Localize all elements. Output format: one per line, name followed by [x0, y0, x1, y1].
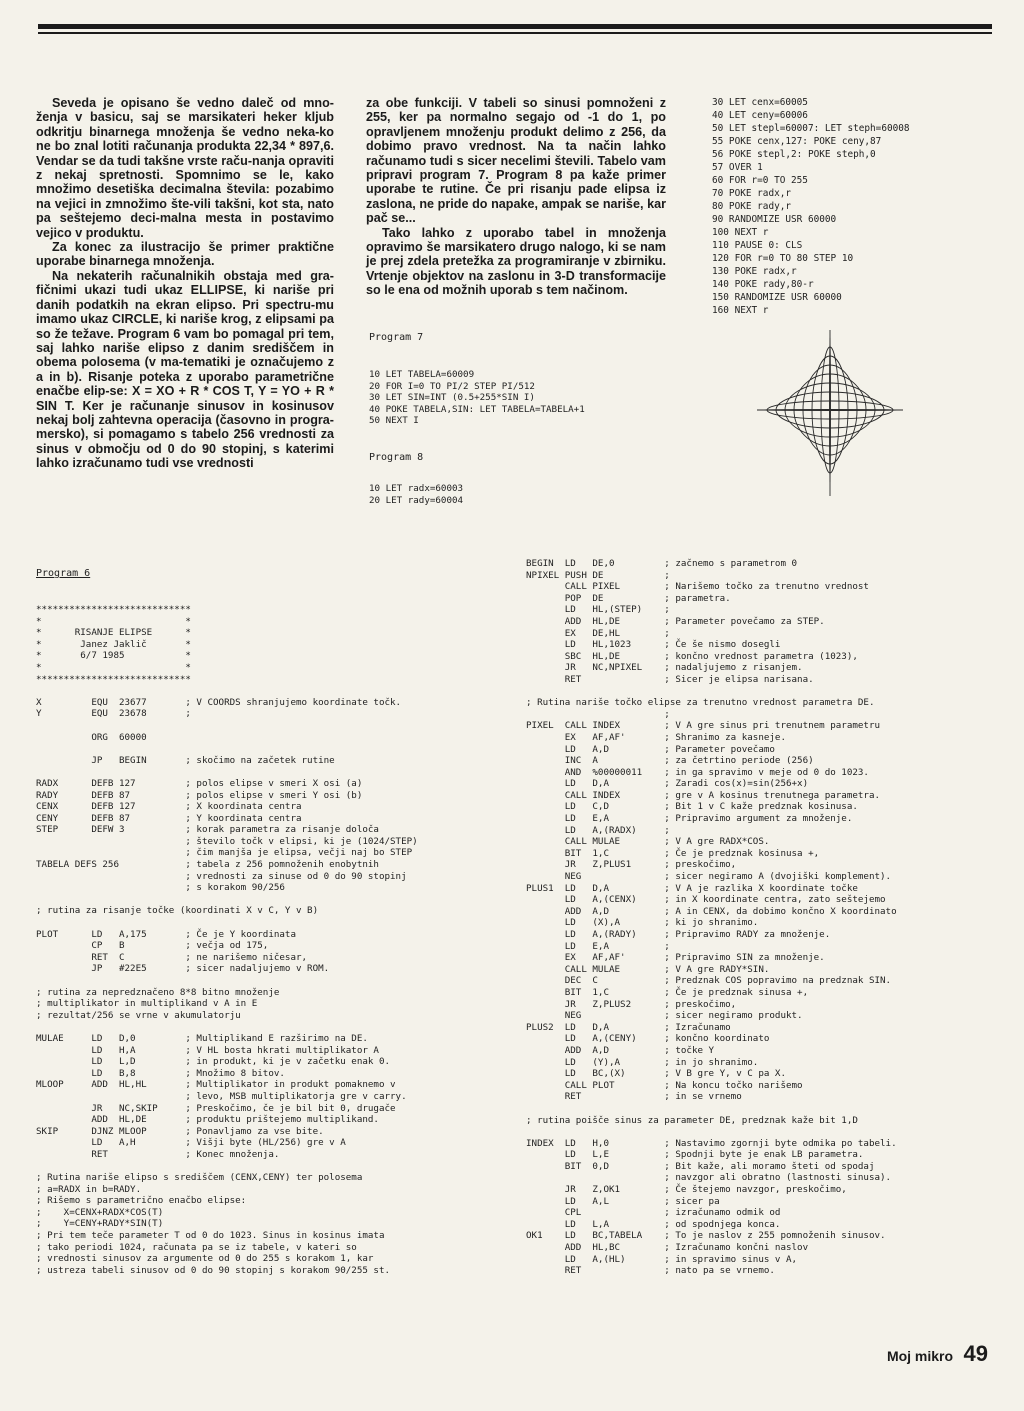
assembly-listing-right: BEGIN LD DE,0 ; začnemo s parametrom 0 NPIXEL PUSH DE ; CALL PIXEL ; Narišemo točko za trenutno vrednost POP DE ; parametra. LD HL,(STEP) ; ADD HL,DE ; Parameter povečamo za STEP. EX DE,HL ; LD HL,1023 ; Če še nismo dosegli SBC HL,DE ; končno vrednost parametra (1023), JR NC,NPIXEL ; nadaljujemo z risanjem. RET ; Sicer je elipsa narisana. ; Rutina nariše točko elipse za trenutno vrednost parametra DE. ; PIXEL CALL INDEX ; V A gre sinus pri trenutnem parametru EX AF,AF' ; Shranimo za kasneje. LD A,D ; Parameter povečamo INC A ; za četrtino periode (256) AND %00000011 ; in ga spravimo v meje od 0 do 1023. LD D,A ; Zaradi cos(x)=sin(256+x) CALL INDEX ; gre v A kosinus trenutnega parametra. LD C,D ; Bit 1 v C kaže predznak kosinusa. LD E,A ; Pripravimo argument za množenje. LD A,(RADX) ; CALL MULAE ; V A gre RADX*COS. BIT 1,C ; Če je predznak kosinusa +, JR Z,PLUS1 ; preskočimo, NEG ; sicer negiramo A (dvojiški komplement). PLUS1 LD D,A ; V A je razlika X koordinate točke LD A,(CENX) ; in X koordinate centra, zato seštejemo ADD A,D ; A in CENX, da dobimo končno X koordinato LD (X),A ; ki jo shranimo. LD A,(RADY) ; Pripravimo RADY za množenje. LD E,A ; EX AF,AF' ; Pripravimo SIN za množenje. CALL MULAE ; V A gre RADY*SIN. DEC C ; Predznak COS popravimo na predznak SIN. BIT 1,C ; Če je predznak sinusa +, JR Z,PLUS2 ; preskočimo, NEG ; sicer negiramo produkt. PLUS2 LD D,A ; Izračunamo LD A,(CENY) ; končno koordinato ADD A,D ; točke Y LD (Y),A ; in jo shranimo. LD BC,(X) ; V B gre Y, v C pa X. CALL PLOT ; Na koncu točko narišemo RET ; in se vrnemo ; rutina poišče sinus za parameter DE, predznak kaže bit 1,D INDEX LD H,0 ; Nastavimo zgornji byte odmika po tabeli. LD L,E ; Spodnji byte je enak LB parametra. BIT 0,D ; Bit kaže, ali moramo šteti od spodaj ; navzgor ali obratno (lastnosti sinusa). JR Z,OK1 ; Če štejemo navzgor, preskočimo, LD A,L ; sicer pa CPL ; izračunamo odmik od LD L,A ; od spodnjega konca. OK1 LD BC,TABELA ; To je naslov z 255 pomnoženih sinusov. ADD HL,BC ; Izračunamo končni naslov LD A,(HL) ; in spravimo sinus v A, RET ; nato pa se vrnemo. — [526, 558, 897, 1277]
program-6-listing: **************************** * * * RISANJE ELIPSE * * Janez Jaklič * * 6/7 1985 * * * **************************** X EQU 23677 ; V COORDS shranjujemo koordinate točk. Y EQU 23678 ; ORG 60000 JP BEGIN ; skočimo na začetek rutine RADX DEFB 127 ; polos elipse v smeri X osi (a) RADY DEFB 87 ; polos elipse v smeri Y osi (b) CENX DEFB 127 ; X koordinata centra CENY DEFB 87 ; Y koordinata centra STEP DEFW 3 ; korak parametra za risanje določa ; število točk v elipsi, ki je (1024/STEP) ; čim manjša je elipsa, večji naj bo STEP TABELA DEFS 256 ; tabela z 256 pomnoženih enobytnih ; vrednosti za sinuse od 0 do 90 stopinj ; s korakom 90/256 ; rutina za risanje točke (koordinati X v C, Y v B) PLOT LD A,175 ; Če je Y koordinata CP B ; večja od 175, RET C ; ne narišemo ničesar, JP #22E5 ; sicer nadaljujemo v ROM. ; rutina za nepredznačeno 8*8 bitno množenje ; multiplikator in multiplikand v A in E ; rezultat/256 se vrne v akumulatorju MULAE LD D,0 ; Multiplikand E razširimo na DE. LD H,A ; V HL bosta hkrati multiplikator A LD L,D ; in produkt, ki je v začetku enak 0. LD B,8 ; Množimo 8 bitov. MLOOP ADD HL,HL ; Multiplikator in produkt pomaknemo v ; levo, MSB multiplikatorja gre v carry. JR NC,SKIP ; Preskočimo, če je bil bit 0, drugače ADD HL,DE ; produktu prištejemo multiplikand. SKIP DJNZ MLOOP ; Ponavljamo za vse bite. LD A,H ; Višji byte (HL/256) gre v A RET ; Konec množenja. ; Rutina nariše elipso s središčem (CENX,CENY) ter polosema ; a=RADX in b=RADY. ; Rišemo s parametrično enačbo elipse: ; X=CENX+RADX*COS(T) ; Y=CENY+RADY*SIN(T) ; Pri tem teče parameter T od 0 do 1023. Sinus in kosinus imata ; tako periodi 1024, računata pa se iz tabele, v kateri so ; vrednosti sinusov za argumente od 0 do 255 s korakom 1, kar ; ustreza tabeli sinusov od 0 do 90 stopinj s korakom 90/255 st. — [36, 604, 418, 1276]
ellipse-drawing-illustration — [755, 328, 905, 498]
program-7-label: Program 7 — [369, 332, 424, 343]
column-1-text — [36, 96, 334, 471]
program-6-label: Program 6 — [36, 568, 91, 579]
page-number: 49 — [963, 1341, 988, 1366]
page-footer — [887, 1341, 988, 1367]
program-8-label: Program 8 — [369, 452, 424, 463]
program-7-listing: 10 LET TABELA=60009 20 FOR I=0 TO PI/2 STEP PI/512 30 LET SIN=INT (0.5+255*SIN I) 40 POKE TABELA,SIN: LET TABELA=TABELA+1 50 NEXT I — [369, 369, 585, 427]
paragraph: Seveda je opisano še vedno daleč od mno-ženja v basicu, saj se marsikateri heker kljub odkritju binarnega množenja še vedno neka-ko ne bo znal lotiti računanja produkta 22,34 * 897,6. Vendar se da tudi takšne vrste raču-nanja opraviti z nekaj spretnosti. Spomnimo se le, kako množimo desetiška decimalna števila: pozabimo na vejici in zmnožimo šte-vili takšni, kot sta, nato pa seštejemo deci-malna mesta in postavimo vejico v produktu. — [36, 96, 334, 240]
program-8-listing-continued: 30 LET cenx=60005 40 LET ceny=60006 50 LET stepl=60007: LET steph=60008 55 POKE cenx,127: POKE ceny,87 56 POKE stepl,2: POKE steph,0 57 OVER 1 60 FOR r=0 TO 255 70 POKE radx,r 80 POKE rady,r 90 RANDOMIZE USR 60000 100 NEXT r 110 PAUSE 0: CLS 120 FOR r=0 TO 80 STEP 10 130 POKE radx,r 140 POKE rady,80-r 150 RANDOMIZE USR 60000 160 NEXT r — [712, 97, 910, 316]
program-8-listing-start: 10 LET radx=60003 20 LET rady=60004 — [369, 483, 464, 506]
magazine-name: Moj mikro — [886, 1348, 954, 1364]
column-2-text — [366, 96, 666, 298]
top-rule — [38, 24, 992, 29]
paragraph: Na nekaterih računalnikih obstaja med gra-fičnimi ukazi tudi ukaz ELLIPSE, ki nariše pri danih podatkih na ekran elipso. Pri spectru-mu imamo ukaz CIRCLE, ki nariše krog, z elipsami pa so že težave. Program 6 vam bo pomagal pri tem, saj lahko nariše elipso z danim središčem in obema polosema (v ma-tematiki je označujemo z a in b). Risanje poteka z uporabo parametrične enačbe elip-se: X = XO + R * COS T, Y = YO + R * SIN T. Ker je računanje sinusov in kosinusov nekaj bolj zahtevna operacija (časovno in progra-mersko), si pomagamo s tabelo 256 vrednosti za sinus v območju od 0 do 90 stopinj, s katerimi lahko izračunamo tudi vse vrednosti — [36, 268, 334, 471]
paragraph: za obe funkciji. V tabeli so sinusi pomnoženi z 255, ker pa normalno segajo od -1 do 1, po opravljenem množenju produkt delimo z 256, da dobimo pravo vrednost. Na ta način lahko računamo tudi s sicer necelimi števili. Tabelo vam pripravi program 7. Program 8 pa kaže primer uporabe te rutine. Če pri risanju pade elipsa iz zaslona, ne pride do napake, ampak se nariše, kar pač se... — [366, 96, 666, 226]
paragraph: Tako lahko z uporabo tabel in množenja opravimo še marsikatero drugo nalogo, ki se nam je prej zdela pretežka za programiranje v zbirniku. Vrtenje objektov na zaslonu in 3-D transformacije so le ena od možnih uporab s tem načinom. — [366, 225, 666, 298]
top-rule-thin — [38, 32, 992, 34]
paragraph: Za konec za ilustracijo še primer praktične uporabe binarnega množenja. — [36, 240, 334, 269]
